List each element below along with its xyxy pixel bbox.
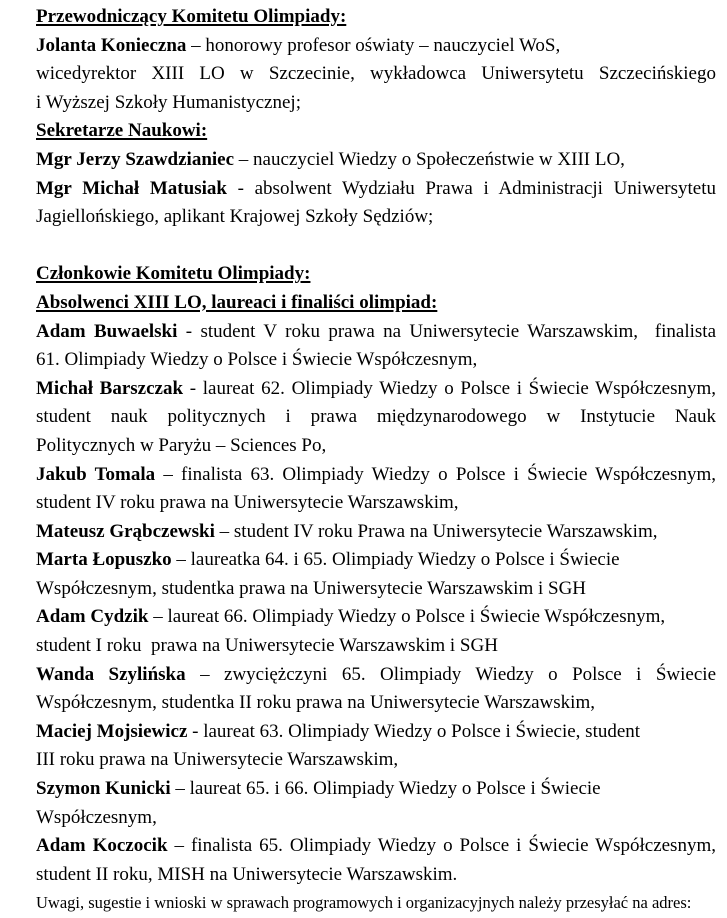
text-run: i Wyższej Szkoły Humanistycznej;	[36, 91, 301, 113]
text-run: Współczesnym, studentka prawa na Uniwersytecie Warszawskim i SGH	[36, 577, 587, 599]
person-description: - student V roku prawa na Uniwersytecie Warszawskim, finalista	[177, 320, 716, 342]
continuation-line	[36, 346, 716, 375]
text-run: Jagiellońskiego, aplikant Krajowej Szkoły Sędziów;	[36, 206, 434, 228]
person-line	[36, 318, 716, 347]
continuation-line	[36, 689, 716, 718]
text-run: student nauk politycznych i prawa międzynarodowego w Instytucie Nauk	[36, 406, 716, 428]
person-description: – laureat 66. Olimpiady Wiedzy o Polsce i Świecie Współczesnym,	[148, 606, 666, 628]
text-run: student IV roku prawa na Uniwersytecie Warszawskim,	[36, 492, 459, 514]
person-name: Marta Łopuszko	[36, 549, 172, 571]
person-line	[36, 661, 716, 690]
section-heading-przewodniczacy	[36, 3, 716, 32]
heading-text: Absolwenci XIII LO, laureaci i finaliści olimpiad:	[36, 291, 438, 313]
continuation-line	[36, 746, 716, 775]
person-line	[36, 775, 716, 804]
person-name: Adam Buwaelski	[36, 320, 178, 342]
person-name: Jolanta Konieczna	[36, 34, 187, 56]
person-line	[36, 832, 716, 861]
text-run: Współczesnym, studentka II roku prawa na Uniwersytecie Warszawskim,	[36, 692, 595, 714]
heading-text: Przewodniczący Komitetu Olimpiady:	[36, 6, 347, 27]
person-line	[36, 718, 716, 747]
text-run: Politycznych w Paryżu – Sciences Po,	[36, 434, 327, 456]
continuation-line	[36, 861, 716, 890]
footer-note	[36, 889, 716, 918]
person-name: Mgr Jerzy Szawdzianiec	[36, 148, 235, 170]
section-heading-sekretarze	[36, 117, 716, 146]
person-line	[36, 546, 716, 575]
person-line	[36, 518, 716, 547]
continuation-line	[36, 632, 716, 661]
person-line	[36, 461, 716, 490]
continuation-line	[36, 203, 716, 232]
person-description: – finalista 65. Olimpiady Wiedzy o Polsce i Świecie Współczesnym,	[167, 835, 716, 857]
section-heading-czlonkowie	[36, 260, 716, 289]
continuation-line	[36, 804, 716, 833]
continuation-line	[36, 89, 716, 118]
person-description: – zwyciężczyni 65. Olimpiady Wiedzy o Polsce i Świecie	[185, 663, 716, 685]
person-line	[36, 175, 716, 204]
blank-line	[36, 232, 716, 261]
heading-text: Sekretarze Naukowi:	[36, 120, 208, 142]
person-description: – finalista 63. Olimpiady Wiedzy o Polsce i Świecie Współczesnym,	[155, 463, 716, 485]
person-description: - laureat 62. Olimpiady Wiedzy o Polsce i Świecie Współczesnym,	[183, 377, 716, 399]
continuation-line	[36, 403, 716, 432]
continuation-line	[36, 432, 716, 461]
section-heading-absolwenci	[36, 289, 716, 318]
person-description: – laureatka 64. i 65. Olimpiady Wiedzy o Polsce i Świecie	[171, 549, 620, 571]
person-description: - laureat 63. Olimpiady Wiedzy o Polsce i Świecie, student	[187, 720, 641, 742]
person-name: Wanda Szylińska	[36, 663, 186, 685]
text-run: Współczesnym,	[36, 806, 157, 828]
person-line	[36, 603, 716, 632]
person-name: Mateusz Grąbczewski	[36, 520, 215, 542]
person-line	[36, 375, 716, 404]
footer-text: Uwagi, sugestie i wnioski w sprawach programowych i organizacyjnych należy przesyłać na adres:	[36, 893, 692, 913]
person-name: Maciej Mojsiewicz	[36, 720, 188, 742]
person-name: Michał Barszczak	[36, 377, 184, 399]
text-run: wicedyrektor XIII LO w Szczecinie, wykładowca Uniwersytetu Szczecińskiego	[36, 63, 716, 85]
person-description: – honorowy profesor oświaty – nauczyciel WoS,	[186, 34, 561, 56]
person-line	[36, 146, 716, 175]
person-name: Adam Koczocik	[36, 835, 168, 857]
person-name: Szymon Kunicki	[36, 778, 171, 800]
person-description: – student IV roku Prawa na Uniwersytecie Warszawskim,	[214, 520, 658, 542]
text-run: student II roku, MISH na Uniwersytecie Warszawskim.	[36, 863, 458, 885]
person-name: Adam Cydzik	[36, 606, 149, 628]
person-name: Jakub Tomala	[36, 463, 156, 485]
text-run: III roku prawa na Uniwersytecie Warszawskim,	[36, 749, 399, 771]
person-description: – laureat 65. i 66. Olimpiady Wiedzy o Polsce i Świecie	[170, 778, 601, 800]
continuation-line	[36, 60, 716, 89]
continuation-line	[36, 575, 716, 604]
person-line	[36, 32, 716, 61]
person-description: – nauczyciel Wiedzy o Społeczeństwie w XIII LO,	[234, 148, 625, 170]
heading-text: Członkowie Komitetu Olimpiady:	[36, 263, 311, 285]
person-name: Mgr Michał Matusiak	[36, 177, 227, 199]
continuation-line	[36, 489, 716, 518]
text-run: 61. Olimpiady Wiedzy o Polsce i Świecie Współczesnym,	[36, 349, 478, 371]
text-run: student I roku prawa na Uniwersytecie Warszawskim i SGH	[36, 635, 498, 657]
person-description: - absolwent Wydziału Prawa i Administracji Uniwersytetu	[226, 177, 716, 199]
